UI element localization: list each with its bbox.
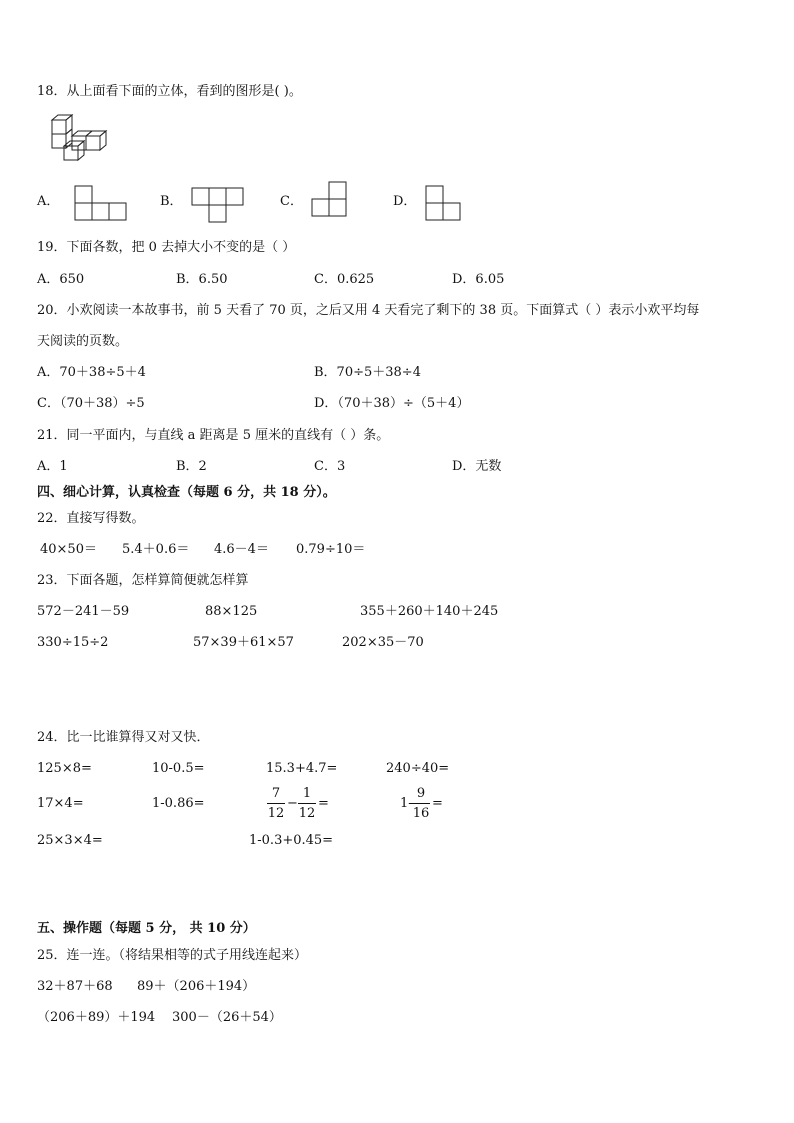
section4-title: 四、细心计算，认真检查（每题 6 分，共 18 分）。 (37, 485, 336, 500)
q18-stem: 18．从上面看下面的立体，看到的图形是( )。 (37, 84, 302, 99)
fraction-numerator: 7 (271, 786, 281, 801)
q25-row2-left: （206＋89）＋194 (37, 1010, 156, 1025)
q24-fraction-1-12 (298, 786, 316, 821)
fraction-numerator: 9 (416, 786, 426, 801)
q25-stem: 25．连一连。（将结果相等的式子用线连起来） (37, 948, 308, 963)
cube-stack-figure (50, 114, 114, 164)
fraction-equals-sign-2: = (432, 796, 443, 811)
q24-row3-item2: 1-0.3+0.45= (249, 833, 334, 848)
q21-option-d: D．无数 (452, 459, 502, 474)
q18-option-a-figure (72, 184, 128, 222)
q23-row1-item1: 572－241－59 (37, 604, 130, 619)
q22-stem: 22．直接写得数。 (37, 511, 145, 526)
q23-row1-item2: 88×125 (205, 604, 258, 619)
q21-option-a: A．1 (37, 459, 68, 474)
q20-option-c: C．（70＋38）÷5 (37, 396, 145, 411)
q18-option-b-figure (190, 186, 246, 226)
q21-option-b: B．2 (176, 459, 207, 474)
q20-stem-line1: 20．小欢阅读一本故事书，前 5 天看了 70 页，之后又用 4 天看完了剩下的 38 页。下面算式（ ）表示小欢平均每 (37, 303, 700, 318)
q24-row1-item1: 125×8= (37, 761, 92, 776)
q23-row1-item3: 355＋260＋140＋245 (360, 604, 499, 619)
fraction-equals-sign: = (318, 796, 329, 811)
q19-stem: 19．下面各数，把 0 去掉大小不变的是（ ） (37, 240, 296, 255)
q18-option-d-figure (424, 184, 464, 222)
q19-option-d: D．6.05 (452, 272, 505, 287)
q22-item-4: 0.79÷10＝ (296, 542, 366, 557)
q20-option-d: D．（70＋38）÷（5＋4） (314, 396, 470, 411)
q24-row2-item2: 1-0.86= (152, 796, 205, 811)
q24-row2-item1: 17×4= (37, 796, 84, 811)
q24-stem: 24．比一比谁算得又对又快． (37, 730, 210, 745)
fraction-denominator: 12 (298, 806, 316, 821)
q22-item-3: 4.6－4＝ (214, 542, 269, 557)
q23-row2-item3: 202×35－70 (342, 635, 424, 650)
q25-row1-left: 32＋87＋68 (37, 979, 113, 994)
q19-option-c: C．0.625 (314, 272, 375, 287)
q22-item-1: 40×50＝ (40, 542, 97, 557)
q18-option-c-label: C． (280, 194, 303, 209)
q20-stem-line2: 天阅读的页数。 (37, 334, 129, 349)
q24-fraction-9-16 (412, 786, 430, 821)
q24-row1-item3: 15.3+4.7= (266, 761, 338, 776)
q20-option-b: B．70÷5＋38÷4 (314, 365, 421, 380)
q23-row2-item2: 57×39＋61×57 (193, 635, 294, 650)
q21-stem: 21．同一平面内，与直线 a 距离是 5 厘米的直线有（ ）条。 (37, 428, 390, 443)
q25-row1-right: 89＋（206＋194） (137, 979, 256, 994)
q18-option-c-figure (310, 180, 350, 220)
q19-option-a: A．650 (37, 272, 85, 287)
q24-row1-item2: 10-0.5= (152, 761, 205, 776)
q24-row1-item4: 240÷40= (386, 761, 450, 776)
q23-stem: 23．下面各题，怎样算简便就怎样算 (37, 573, 249, 588)
q21-option-c: C．3 (314, 459, 346, 474)
q18-option-b-label: B． (160, 194, 183, 209)
fraction-minus-sign: − (287, 796, 298, 811)
q18-option-d-label: D． (393, 194, 417, 209)
fraction-denominator: 12 (267, 806, 285, 821)
q24-fraction-7-12 (267, 786, 285, 821)
q23-row2-item1: 330÷15÷2 (37, 635, 109, 650)
q18-option-a-label: A． (37, 194, 60, 209)
q25-row2-right: 300－（26＋54） (172, 1010, 282, 1025)
fraction-denominator: 16 (412, 806, 430, 821)
q24-row3-item1: 25×3×4= (37, 833, 103, 848)
section5-title: 五、操作题（每题 5 分， 共 10 分） (37, 921, 256, 936)
q20-option-a: A．70＋38÷5＋4 (37, 365, 146, 380)
q22-item-2: 5.4＋0.6＝ (122, 542, 190, 557)
q24-one-minus: 1- (400, 796, 413, 811)
q19-option-b: B．6.50 (176, 272, 228, 287)
fraction-numerator: 1 (302, 786, 312, 801)
